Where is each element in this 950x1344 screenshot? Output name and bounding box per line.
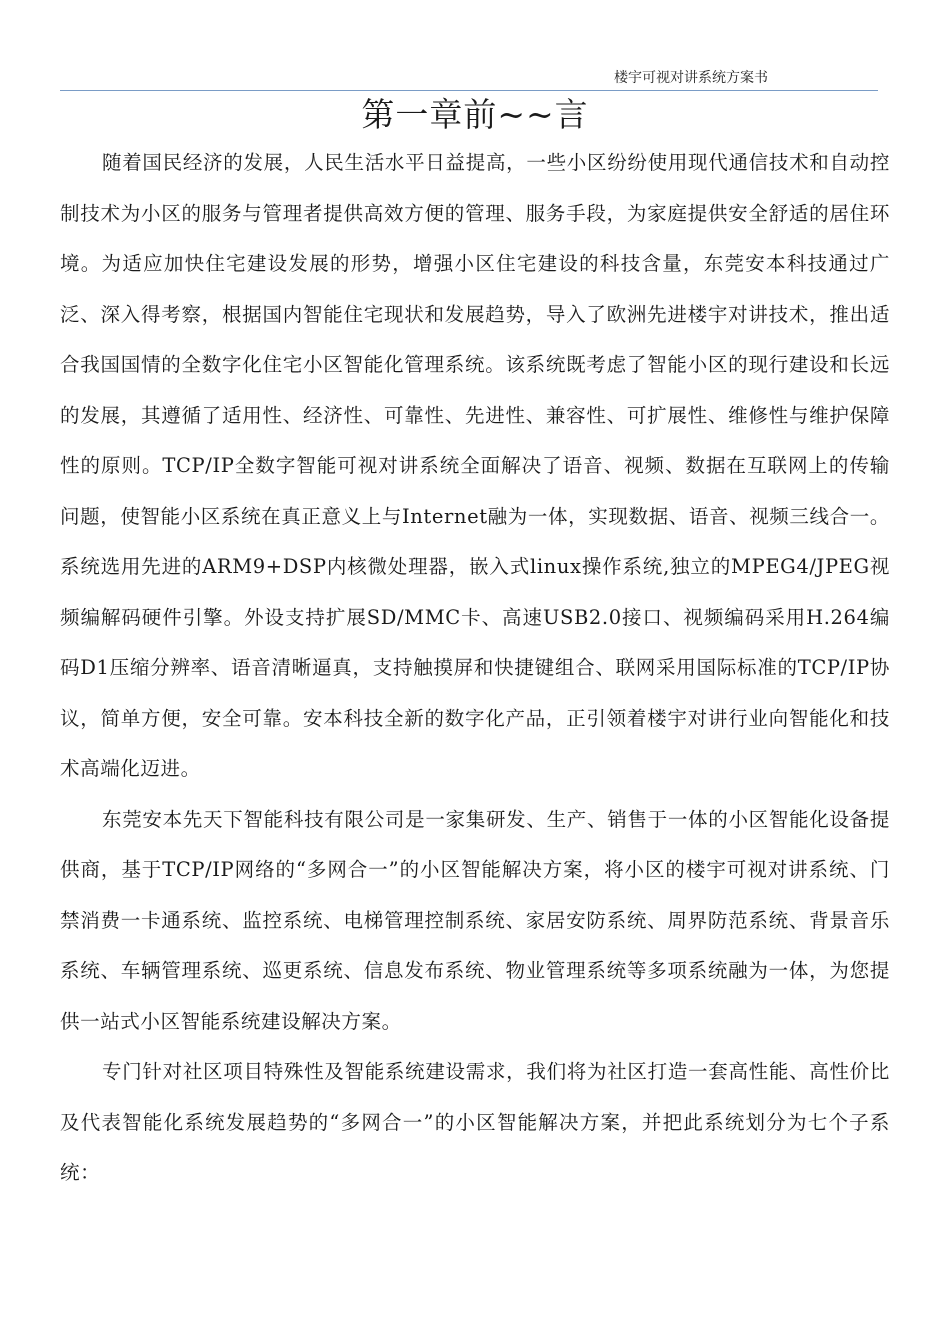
paragraph-solution: 专门针对社区项目特殊性及智能系统建设需求，我们将为社区打造一套高性能、高性价比及代表智能化系统发展趋势的“多网合一”的小区智能解决方案，并把此系统划分为七个子系统： xyxy=(60,1060,890,1184)
chapter-title: 第一章前~~言 xyxy=(361,95,589,134)
header-rule xyxy=(60,90,878,91)
document-body xyxy=(60,138,890,1199)
paragraph-company: 东莞安本先天下智能科技有限公司是一家集研发、生产、销售于一体的小区智能化设备提供商，基于TCP/IP网络的“多网合一”的小区智能解决方案，将小区的楼宇可视对讲系统、门禁消费一卡通系统、监控系统、电梯管理控制系统、家居安防系统、周界防范系统、背景音乐系统、车辆管理系统、巡更系统、信息发布系统、物业管理系统等多项系统融为一体，为您提供一站式小区智能系统建设解决方案。 xyxy=(60,807,890,1033)
paragraph-intro: 随着国民经济的发展，人民生活水平日益提高，一些小区纷纷使用现代通信技术和自动控制技术为小区的服务与管理者提供高效方便的管理、服务手段，为家庭提供安全舒适的居住环境。为适应加快住宅建设发展的形势，增强小区住宅建设的科技含量，东莞安本科技通过广泛、深入得考察，根据国内智能住宅现状和发展趋势，导入了欧洲先进楼宇对讲技术，推出适合我国国情的全数字化住宅小区智能化管理系统。该系统既考虑了智能小区的现行建设和长远的发展，其遵循了适用性、经济性、可靠性、先进性、兼容性、可扩展性、维修性与维护保障性的原则。TCP/IP全数字智能可视对讲系统全面解决了语音、视频、数据在互联网上的传输问题，使智能小区系统在真正意义上与Internet融为一体，实现数据、语音、视频三线合一。系统选用先进的ARM9+DSP内核微处理器，嵌入式linux操作系统,独立的MPEG4/JPEG视频编解码硬件引擎。外设支持扩展SD/MMC卡、高速USB2.0接口、视频编码采用H.264编码D1压缩分辨率、语音清晰逼真，支持触摸屏和快捷键组合、联网采用国际标准的TCP/IP协议，简单方便，安全可靠。安本科技全新的数字化产品，正引领着楼宇对讲行业向智能化和技术高端化迈进。 xyxy=(60,151,890,780)
running-header: 楼宇可视对讲系统方案书 xyxy=(614,70,768,86)
